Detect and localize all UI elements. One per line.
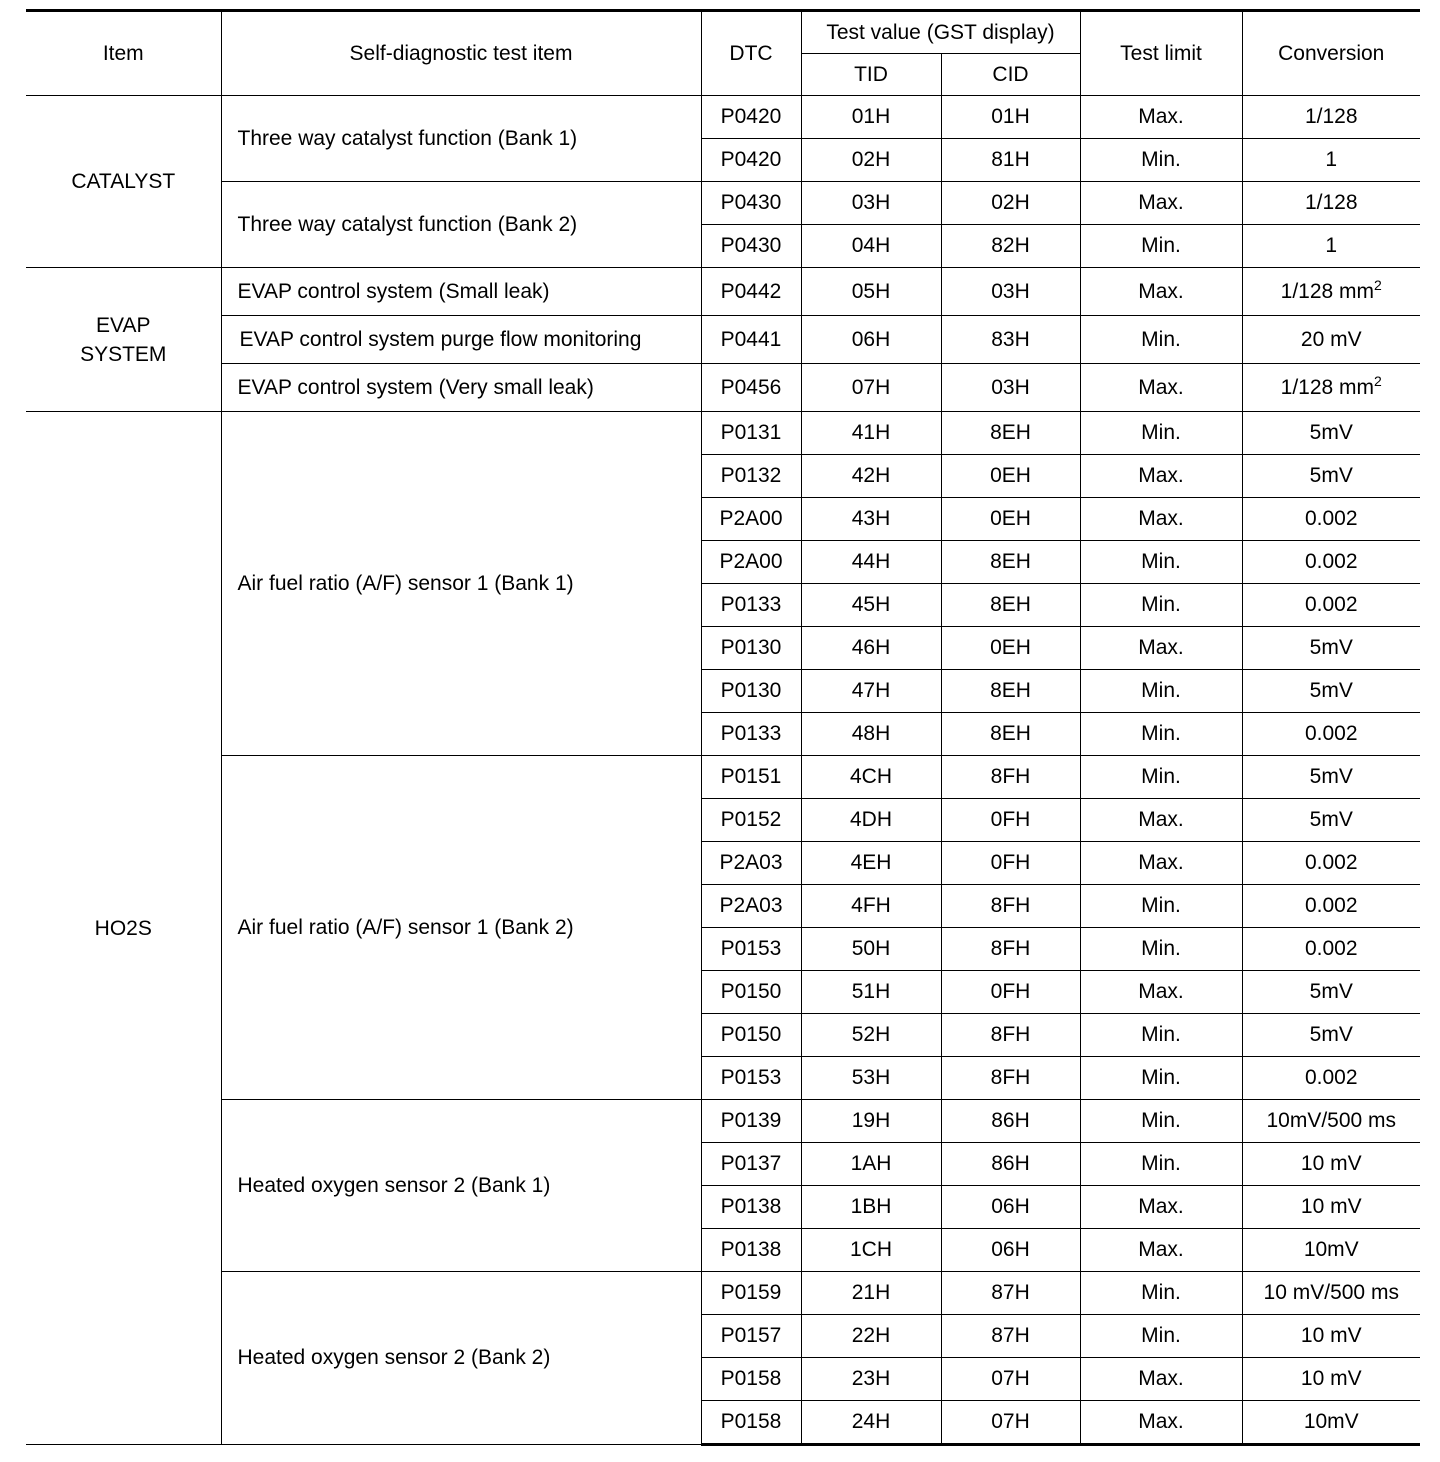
conversion-cell: [1242, 799, 1420, 842]
conversion-value: 5mV: [1309, 636, 1353, 659]
conversion-value: 1: [1325, 234, 1338, 257]
conversion-cell: [1242, 268, 1420, 316]
test-limit-cell: Min.: [1080, 541, 1242, 584]
header-item: Item: [26, 11, 221, 96]
dtc-cell: P0137: [701, 1143, 801, 1186]
test-limit-cell: Min.: [1080, 412, 1242, 455]
cid-cell: 81H: [941, 139, 1080, 182]
conversion-value: 20 mV: [1300, 327, 1362, 351]
conversion-value: 0.002: [1304, 593, 1358, 616]
conversion-value: 1/128: [1304, 105, 1358, 128]
tid-cell: 4CH: [801, 756, 941, 799]
cid-cell: 86H: [941, 1100, 1080, 1143]
tid-cell: 1BH: [801, 1186, 941, 1229]
conversion-cell: [1242, 96, 1420, 139]
dtc-cell: P0153: [701, 928, 801, 971]
conversion-value: 0.002: [1304, 722, 1358, 745]
test-limit-cell: Max.: [1080, 268, 1242, 316]
dtc-table: [26, 9, 1420, 1446]
cid-cell: 83H: [941, 316, 1080, 364]
conversion-value: 0.002: [1304, 851, 1358, 874]
conversion-cell: [1242, 713, 1420, 756]
dtc-cell: P0151: [701, 756, 801, 799]
test-limit-cell: Min.: [1080, 756, 1242, 799]
test-limit-cell: Max.: [1080, 971, 1242, 1014]
cid-cell: 0FH: [941, 842, 1080, 885]
cid-cell: 86H: [941, 1143, 1080, 1186]
conversion-value: 10 mV: [1300, 1195, 1362, 1218]
dtc-cell: P0139: [701, 1100, 801, 1143]
conversion-cell: [1242, 316, 1420, 364]
tid-cell: 02H: [801, 139, 941, 182]
cid-cell: 0EH: [941, 498, 1080, 541]
dtc-cell: P0130: [701, 627, 801, 670]
conversion-value: 0.002: [1304, 937, 1358, 960]
table-row: [26, 268, 1420, 316]
dtc-cell: P0158: [701, 1358, 801, 1401]
conversion-value: 5mV: [1309, 421, 1353, 444]
item-label: HO2S: [94, 916, 152, 940]
conversion-value: 5mV: [1309, 765, 1353, 788]
dtc-cell: P0138: [701, 1229, 801, 1272]
tid-cell: 23H: [801, 1358, 941, 1401]
test-item-cell: EVAP control system purge flow monitoring: [221, 316, 701, 364]
conversion-cell: [1242, 1014, 1420, 1057]
test-limit-cell: Min.: [1080, 139, 1242, 182]
conversion-cell: [1242, 842, 1420, 885]
table-row: [26, 96, 1420, 139]
tid-cell: 03H: [801, 182, 941, 225]
conversion-cell: [1242, 627, 1420, 670]
tid-cell: 53H: [801, 1057, 941, 1100]
conversion-cell: [1242, 1272, 1420, 1315]
cid-cell: 87H: [941, 1272, 1080, 1315]
test-limit-cell: Max.: [1080, 799, 1242, 842]
test-limit-cell: Min.: [1080, 713, 1242, 756]
tid-cell: 4EH: [801, 842, 941, 885]
dtc-cell: P0150: [701, 971, 801, 1014]
conversion-cell: [1242, 1401, 1420, 1445]
test-limit-cell: Min.: [1080, 1143, 1242, 1186]
conversion-value: 10 mV: [1300, 1152, 1362, 1175]
test-item-cell: EVAP control system (Small leak): [221, 268, 701, 316]
header-conversion: Conversion: [1242, 11, 1420, 96]
conversion-value: 10mV/500 ms: [1266, 1109, 1397, 1132]
dtc-cell: P2A00: [701, 498, 801, 541]
test-limit-cell: Min.: [1080, 584, 1242, 627]
conversion-value: 0.002: [1304, 894, 1358, 917]
cid-cell: 03H: [941, 364, 1080, 412]
dtc-cell: P0150: [701, 1014, 801, 1057]
test-item-cell: Heated oxygen sensor 2 (Bank 2): [221, 1272, 701, 1445]
tid-cell: 45H: [801, 584, 941, 627]
test-limit-cell: Max.: [1080, 1186, 1242, 1229]
test-limit-cell: Min.: [1080, 928, 1242, 971]
conversion-cell: [1242, 584, 1420, 627]
cid-cell: 06H: [941, 1229, 1080, 1272]
table-row: [26, 1272, 1420, 1315]
cid-cell: 82H: [941, 225, 1080, 268]
test-limit-cell: Min.: [1080, 885, 1242, 928]
test-limit-cell: Max.: [1080, 627, 1242, 670]
tid-cell: 07H: [801, 364, 941, 412]
cid-cell: 8EH: [941, 584, 1080, 627]
table-row: [26, 412, 1420, 455]
tid-cell: 47H: [801, 670, 941, 713]
conversion-exponent: 2: [1374, 276, 1382, 293]
tid-cell: 21H: [801, 1272, 941, 1315]
conversion-value: 10 mV: [1300, 1367, 1362, 1390]
cid-cell: 03H: [941, 268, 1080, 316]
conversion-value: 5mV: [1309, 679, 1353, 702]
dtc-cell: P0131: [701, 412, 801, 455]
conversion-value: 10mV: [1303, 1238, 1359, 1261]
conversion-cell: [1242, 1315, 1420, 1358]
tid-cell: 46H: [801, 627, 941, 670]
test-limit-cell: Min.: [1080, 1057, 1242, 1100]
test-limit-cell: Max.: [1080, 1401, 1242, 1445]
conversion-value: 5mV: [1309, 464, 1353, 487]
dtc-cell: P0420: [701, 96, 801, 139]
conversion-value: 0.002: [1304, 1066, 1358, 1089]
item-label: CATALYST: [71, 170, 176, 193]
header-cid: CID: [941, 54, 1080, 96]
dtc-cell: P0138: [701, 1186, 801, 1229]
cid-cell: 8EH: [941, 412, 1080, 455]
conversion-value: 10mV: [1303, 1410, 1359, 1433]
dtc-cell: P0456: [701, 364, 801, 412]
tid-cell: 52H: [801, 1014, 941, 1057]
cid-cell: 87H: [941, 1315, 1080, 1358]
item-cell: [26, 412, 221, 1445]
conversion-value: 5mV: [1309, 808, 1353, 831]
test-item-cell: Air fuel ratio (A/F) sensor 1 (Bank 1): [221, 412, 701, 756]
header-test-limit: Test limit: [1080, 11, 1242, 96]
dtc-cell: P2A00: [701, 541, 801, 584]
tid-cell: 1CH: [801, 1229, 941, 1272]
test-limit-cell: Max.: [1080, 1229, 1242, 1272]
dtc-cell: P0133: [701, 713, 801, 756]
conversion-value: 10 mV: [1300, 1324, 1362, 1347]
header-test-value: Test value (GST display): [801, 11, 1080, 54]
conversion-cell: [1242, 455, 1420, 498]
dtc-cell: P0132: [701, 455, 801, 498]
test-limit-cell: Min.: [1080, 1014, 1242, 1057]
dtc-cell: P0153: [701, 1057, 801, 1100]
cid-cell: 8EH: [941, 670, 1080, 713]
dtc-cell: P2A03: [701, 842, 801, 885]
conversion-cell: [1242, 412, 1420, 455]
test-limit-cell: Min.: [1080, 1272, 1242, 1315]
item-cell: [26, 268, 221, 412]
dtc-cell: P0152: [701, 799, 801, 842]
dtc-cell: P2A03: [701, 885, 801, 928]
cid-cell: 07H: [941, 1401, 1080, 1445]
dtc-cell: P0430: [701, 182, 801, 225]
header-tid: TID: [801, 54, 941, 96]
header-row-1: [26, 11, 1420, 54]
dtc-cell: P0420: [701, 139, 801, 182]
conversion-value: 1/128 mm: [1280, 375, 1375, 399]
conversion-value: 1/128 mm: [1280, 279, 1375, 303]
dtc-cell: P0158: [701, 1401, 801, 1445]
cid-cell: 02H: [941, 182, 1080, 225]
test-limit-cell: Min.: [1080, 1100, 1242, 1143]
table-body: [26, 11, 1420, 1445]
cid-cell: 07H: [941, 1358, 1080, 1401]
tid-cell: 05H: [801, 268, 941, 316]
cid-cell: 01H: [941, 96, 1080, 139]
item-label: SYSTEM: [80, 342, 167, 366]
tid-cell: 44H: [801, 541, 941, 584]
test-limit-cell: Max.: [1080, 364, 1242, 412]
cid-cell: 0FH: [941, 799, 1080, 842]
tid-cell: 50H: [801, 928, 941, 971]
conversion-value: 5mV: [1309, 980, 1353, 1003]
test-limit-cell: Max.: [1080, 455, 1242, 498]
test-item-cell: EVAP control system (Very small leak): [221, 364, 701, 412]
conversion-cell: [1242, 1186, 1420, 1229]
table-row: [26, 1100, 1420, 1143]
test-limit-cell: Max.: [1080, 498, 1242, 541]
test-item-cell: Three way catalyst function (Bank 1): [221, 96, 701, 182]
conversion-cell: [1242, 1057, 1420, 1100]
dtc-cell: P0130: [701, 670, 801, 713]
tid-cell: 19H: [801, 1100, 941, 1143]
cid-cell: 0FH: [941, 971, 1080, 1014]
tid-cell: 01H: [801, 96, 941, 139]
tid-cell: 04H: [801, 225, 941, 268]
cid-cell: 0EH: [941, 627, 1080, 670]
tid-cell: 42H: [801, 455, 941, 498]
conversion-cell: [1242, 1358, 1420, 1401]
cid-cell: 8EH: [941, 713, 1080, 756]
table-row: [26, 316, 1420, 364]
item-cell: [26, 96, 221, 268]
tid-cell: 4DH: [801, 799, 941, 842]
conversion-value: 1/128: [1304, 191, 1358, 214]
conversion-cell: [1242, 182, 1420, 225]
tid-cell: 43H: [801, 498, 941, 541]
conversion-value: 1: [1325, 148, 1338, 171]
tid-cell: 1AH: [801, 1143, 941, 1186]
conversion-value: 5mV: [1309, 1023, 1353, 1046]
item-label: EVAP: [96, 313, 151, 337]
conversion-cell: [1242, 541, 1420, 584]
tid-cell: 06H: [801, 316, 941, 364]
test-item-cell: Air fuel ratio (A/F) sensor 1 (Bank 2): [221, 756, 701, 1100]
dtc-cell: P0442: [701, 268, 801, 316]
tid-cell: 41H: [801, 412, 941, 455]
conversion-value: 10 mV/500 ms: [1263, 1281, 1399, 1304]
cid-cell: 0EH: [941, 455, 1080, 498]
test-limit-cell: Min.: [1080, 1315, 1242, 1358]
tid-cell: 22H: [801, 1315, 941, 1358]
cid-cell: 8FH: [941, 756, 1080, 799]
test-item-cell: Three way catalyst function (Bank 2): [221, 182, 701, 268]
dtc-cell: P0133: [701, 584, 801, 627]
test-item-cell: Heated oxygen sensor 2 (Bank 1): [221, 1100, 701, 1272]
tid-cell: 48H: [801, 713, 941, 756]
dtc-cell: P0430: [701, 225, 801, 268]
conversion-cell: [1242, 1100, 1420, 1143]
conversion-cell: [1242, 971, 1420, 1014]
conversion-value: 0.002: [1304, 550, 1358, 573]
conversion-cell: [1242, 1143, 1420, 1186]
cid-cell: 8FH: [941, 1057, 1080, 1100]
tid-cell: 51H: [801, 971, 941, 1014]
conversion-cell: [1242, 756, 1420, 799]
cid-cell: 06H: [941, 1186, 1080, 1229]
header-test-item: Self-diagnostic test item: [221, 11, 701, 96]
test-limit-cell: Min.: [1080, 316, 1242, 364]
dtc-cell: P0441: [701, 316, 801, 364]
tid-cell: 24H: [801, 1401, 941, 1445]
conversion-cell: [1242, 885, 1420, 928]
cid-cell: 8FH: [941, 885, 1080, 928]
cid-cell: 8FH: [941, 928, 1080, 971]
dtc-cell: P0157: [701, 1315, 801, 1358]
conversion-exponent: 2: [1374, 372, 1382, 389]
test-limit-cell: Max.: [1080, 182, 1242, 225]
conversion-cell: [1242, 364, 1420, 412]
tid-cell: 4FH: [801, 885, 941, 928]
test-limit-cell: Min.: [1080, 670, 1242, 713]
cid-cell: 8EH: [941, 541, 1080, 584]
conversion-cell: [1242, 670, 1420, 713]
table-row: [26, 182, 1420, 225]
table-row: [26, 756, 1420, 799]
conversion-cell: [1242, 1229, 1420, 1272]
conversion-cell: [1242, 139, 1420, 182]
header-dtc: DTC: [701, 11, 801, 96]
conversion-cell: [1242, 498, 1420, 541]
conversion-value: 0.002: [1304, 507, 1358, 530]
table-row: [26, 364, 1420, 412]
dtc-cell: P0159: [701, 1272, 801, 1315]
test-limit-cell: Max.: [1080, 1358, 1242, 1401]
conversion-cell: [1242, 928, 1420, 971]
conversion-cell: [1242, 225, 1420, 268]
test-limit-cell: Max.: [1080, 96, 1242, 139]
test-limit-cell: Max.: [1080, 842, 1242, 885]
cid-cell: 8FH: [941, 1014, 1080, 1057]
test-limit-cell: Min.: [1080, 225, 1242, 268]
